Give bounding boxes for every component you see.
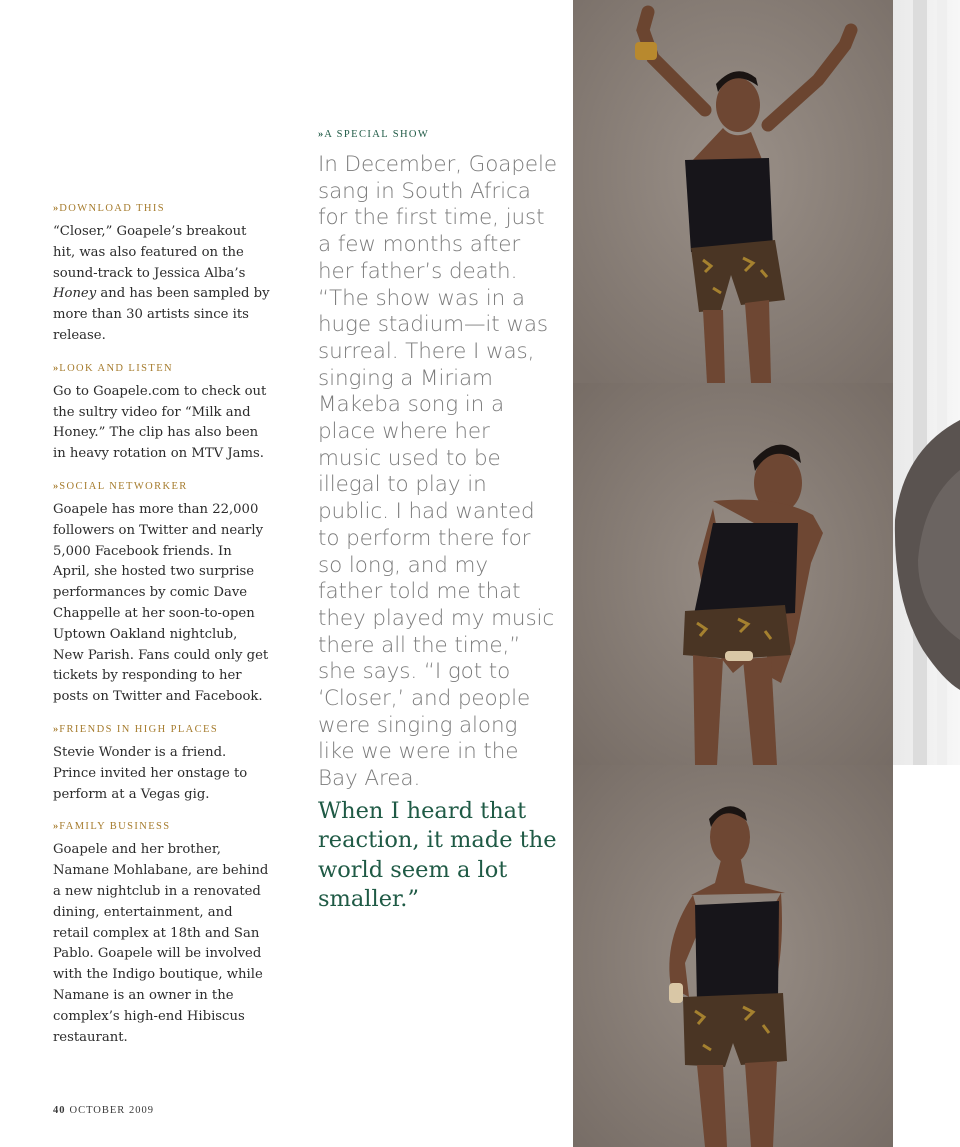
section-kicker [53, 821, 271, 832]
body-text: and has been sampled by more than 30 artists since its release. [53, 286, 270, 343]
sidebar-section-look-listen [53, 363, 271, 465]
page-number: 40 [53, 1105, 66, 1116]
kicker-label: LOOK AND LISTEN [59, 362, 173, 374]
pull-quote-column [318, 129, 558, 915]
kicker-label: FAMILY BUSINESS [59, 821, 171, 833]
chevron-icon: » [318, 129, 324, 140]
section-kicker [53, 481, 271, 492]
section-kicker [53, 363, 271, 374]
kicker-label: SOCIAL NETWORKER [59, 480, 188, 492]
sidebar-section-friends [53, 724, 271, 805]
photo-hands-on-hips [573, 765, 893, 1147]
sidebar-section-download [53, 203, 271, 347]
section-kicker [53, 203, 271, 214]
pull-quote-text: In December, Goapele sang in South Africa for the first time, just a few months after her father’s death. “The show was in a huge stadium—it was surreal. There I was, singing a Miriam Makeba song in a place where her music used to be illegal to play in public. I had wanted to perform there for so long, and my father told me that they played my music there all the time,” she says. “I got to ‘Closer,’ and people were singing along like we were in the Bay Area. [318, 152, 558, 792]
chevron-icon: » [53, 480, 59, 492]
photo-partial-right [893, 0, 960, 765]
issue-date: OCTOBER 2009 [69, 1105, 154, 1116]
movie-title: Honey [53, 286, 97, 302]
section-body: Stevie Wonder is a friend. Prince invited her onstage to perform at a Vegas gig. [53, 744, 248, 802]
sidebar-column [53, 203, 271, 1064]
chevron-icon: » [53, 723, 59, 735]
page-folio [53, 1105, 154, 1116]
photo-leaning-forward [573, 383, 893, 765]
photo-strip [573, 0, 893, 1147]
section-body: Goapele has more than 22,000 followers on Twitter and nearly 5,000 Facebook friends. In April, she hosted two surprise performances by comic Dave Chappelle at her soon-to-open Uptown Oakland nightclub, New Parish. Fans could only get tickets by responding to her posts on Twitter and Facebook. [53, 501, 269, 705]
section-body [53, 222, 271, 347]
chevron-icon: » [53, 362, 59, 374]
kicker-label: FRIENDS IN HIGH PLACES [59, 723, 219, 735]
body-text: “Closer,” Goapele’s breakout hit, was also featured on the sound-track to Jessica Alba’s [53, 224, 247, 281]
kicker-label: A SPECIAL SHOW [324, 129, 430, 140]
section-kicker [53, 724, 271, 735]
pull-quote-highlight: When I heard that reaction, it made the world seem a lot smaller.” [318, 797, 557, 913]
chevron-icon: » [53, 203, 59, 214]
kicker-label: DOWNLOAD THIS [59, 203, 166, 214]
chevron-icon: » [53, 821, 59, 833]
section-kicker [318, 129, 558, 140]
sidebar-section-social [53, 481, 271, 708]
section-body: Goapele and her brother, Namane Mohlabane, are behind a new nightclub in a renovated dining, entertainment, and retail complex at 18th and San Pablo. Goapele will be involved with the Indigo boutique, while Namane is an owner in the complex’s high-end Hibiscus restaurant. [53, 842, 269, 1045]
photo-arms-raised [573, 0, 893, 383]
section-body: Go to Goapele.com to check out the sultry video for “Milk and Honey.” The clip has also been in heavy rotation on MTV Jams. [53, 383, 267, 462]
sidebar-section-family [53, 821, 271, 1048]
